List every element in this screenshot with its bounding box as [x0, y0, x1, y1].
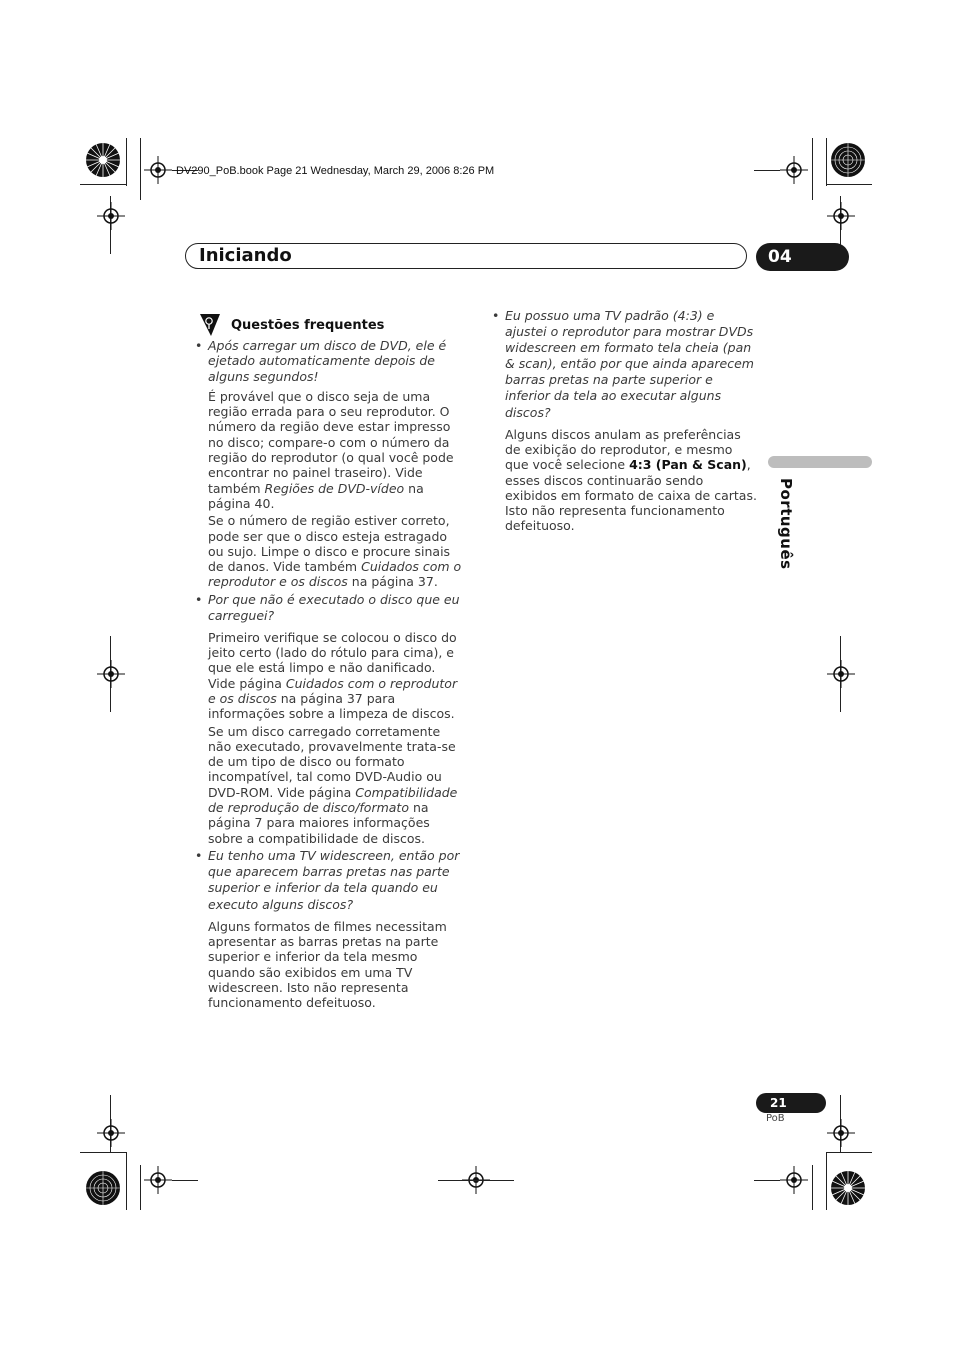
- crop-mark: [438, 1180, 514, 1181]
- crop-mark: [172, 1180, 198, 1181]
- crosshair-mark-icon: [97, 1119, 125, 1147]
- bullet-icon: •: [195, 338, 203, 353]
- crop-mark: [126, 1152, 127, 1210]
- faq-answer: [208, 513, 462, 589]
- crop-mark: [812, 138, 813, 200]
- crosshair-mark-icon: [780, 156, 808, 184]
- faq-item: [492, 308, 759, 534]
- crop-mark: [754, 1180, 780, 1181]
- crop-mark: [80, 184, 127, 185]
- crosshair-mark-icon: [144, 156, 172, 184]
- faq-heading: [208, 312, 462, 338]
- cross-reference: Compatibilidade de reprodução de disco/formato: [208, 784, 458, 816]
- registration-sunburst-icon: [85, 142, 121, 178]
- registration-sunburst-icon: [830, 1170, 866, 1206]
- right-column: [492, 308, 759, 536]
- chapter-number-badge: 04: [756, 243, 849, 271]
- crosshair-mark-icon: [97, 660, 125, 688]
- faq-answer: [208, 630, 462, 722]
- faq-item: [195, 847, 462, 1011]
- crop-mark: [754, 170, 780, 171]
- answer-text: na página 37 para informações sobre a limpeza de discos.: [208, 690, 455, 722]
- cross-reference: Regiões de DVD-vídeo: [264, 480, 405, 496]
- faq-question: Eu tenho uma TV widescreen, então por que aparecem barras pretas nas parte superior e inferior da tela quando eu executo alguns discos?: [208, 847, 460, 912]
- language-label: Português: [777, 478, 795, 570]
- page-number: 21: [756, 1093, 826, 1113]
- crop-mark: [826, 184, 872, 185]
- crop-mark: [80, 1152, 127, 1153]
- crop-mark: [826, 1152, 827, 1210]
- answer-text: na página 40.: [208, 480, 424, 511]
- crop-mark: [812, 1165, 813, 1210]
- faq-answer: Alguns formatos de filmes necessitam apresentar as barras pretas na parte superior e inferior da tela mesmo quando são exibidos em uma TV widescreen. Isto não representa funcionamento defeituoso.: [208, 918, 447, 1011]
- answer-text: na página 37.: [347, 574, 438, 590]
- faq-answer: [505, 427, 759, 534]
- faq-title: Questões frequentes: [231, 318, 385, 333]
- crop-mark: [126, 138, 127, 186]
- faq-answer: [208, 389, 462, 511]
- crosshair-mark-icon: [97, 202, 125, 230]
- faq-question: Eu possuo uma TV padrão (4:3) e ajustei o reprodutor para mostrar DVDs widescreen em formato tela cheia (pan & scan), então por que ainda aparecem barras pretas na parte superior e inferior da tela ao executar alguns discos?: [505, 308, 754, 420]
- cross-reference: Cuidados com o reprodutor e os discos: [208, 559, 462, 590]
- note-tip-icon: [199, 312, 221, 338]
- print-info-line: DV290_PoB.book Page 21 Wednesday, March 29, 2006 8:26 PM: [176, 165, 495, 177]
- registration-sunburst-icon: [830, 142, 866, 178]
- crosshair-mark-icon: [827, 1119, 855, 1147]
- crosshair-mark-icon: [827, 660, 855, 688]
- bullet-icon: •: [492, 308, 500, 323]
- crosshair-mark-icon: [780, 1166, 808, 1194]
- faq-question: Após carregar um disco de DVD, ele é ejetado automaticamente depois de alguns segundos!: [208, 338, 447, 384]
- crosshair-mark-icon: [827, 202, 855, 230]
- answer-text: Alguns discos anulam as preferências de exibição do reprodutor, e mesmo que você selecione: [505, 426, 741, 473]
- language-tab-bar: [768, 456, 872, 468]
- crop-mark: [826, 138, 827, 186]
- cross-reference: Cuidados com o reprodutor e os discos: [208, 675, 458, 706]
- chapter-title: Iniciando: [199, 245, 292, 266]
- answer-text: , esses discos continuarão sendo exibidos em formato de caixa de cartas. Isto não representa funcionamento defeituoso.: [505, 457, 757, 534]
- faq-item: [195, 591, 462, 846]
- answer-text: na página 7 para maiores informações sobre a compatibilidade de discos.: [208, 800, 430, 846]
- answer-text: É provável que o disco seja de uma região errada para o seu reprodutor. O número da região deve estar impresso no disco; compare-o com o número da região do reprodutor (o qual você pode encontrar no painel traseiro). Vide também: [208, 388, 454, 496]
- answer-text: Se um disco carregado corretamente não executado, provavelmente trata-se de um tipo de disco ou formato incompatível, tal como DVD-Audio ou DVD-ROM. Vide página: [208, 723, 456, 800]
- language-code: PoB: [766, 1113, 785, 1124]
- crop-mark: [826, 1152, 872, 1153]
- crosshair-mark-icon: [144, 1166, 172, 1194]
- left-column: [195, 312, 462, 1013]
- answer-text: Primeiro verifique se colocou o disco do jeito certo (lado do rótulo para cima), e que ele está limpo e não danificado. Vide página: [208, 629, 457, 691]
- crop-mark: [140, 138, 141, 200]
- answer-text: Se o número de região estiver correto, pode ser que o disco esteja estragado ou sujo. Limpe o disco e procure sinais de danos. Vide também: [208, 513, 451, 575]
- faq-answer: [208, 724, 462, 846]
- bullet-icon: •: [195, 847, 203, 863]
- faq-item: [195, 338, 462, 590]
- setting-name: 4:3 (Pan & Scan): [629, 457, 747, 473]
- crop-mark: [140, 1165, 141, 1210]
- bullet-icon: •: [195, 591, 203, 607]
- registration-sunburst-icon: [85, 1170, 121, 1206]
- language-tab: [776, 478, 798, 573]
- faq-question: Por que não é executado o disco que eu carreguei?: [208, 591, 460, 623]
